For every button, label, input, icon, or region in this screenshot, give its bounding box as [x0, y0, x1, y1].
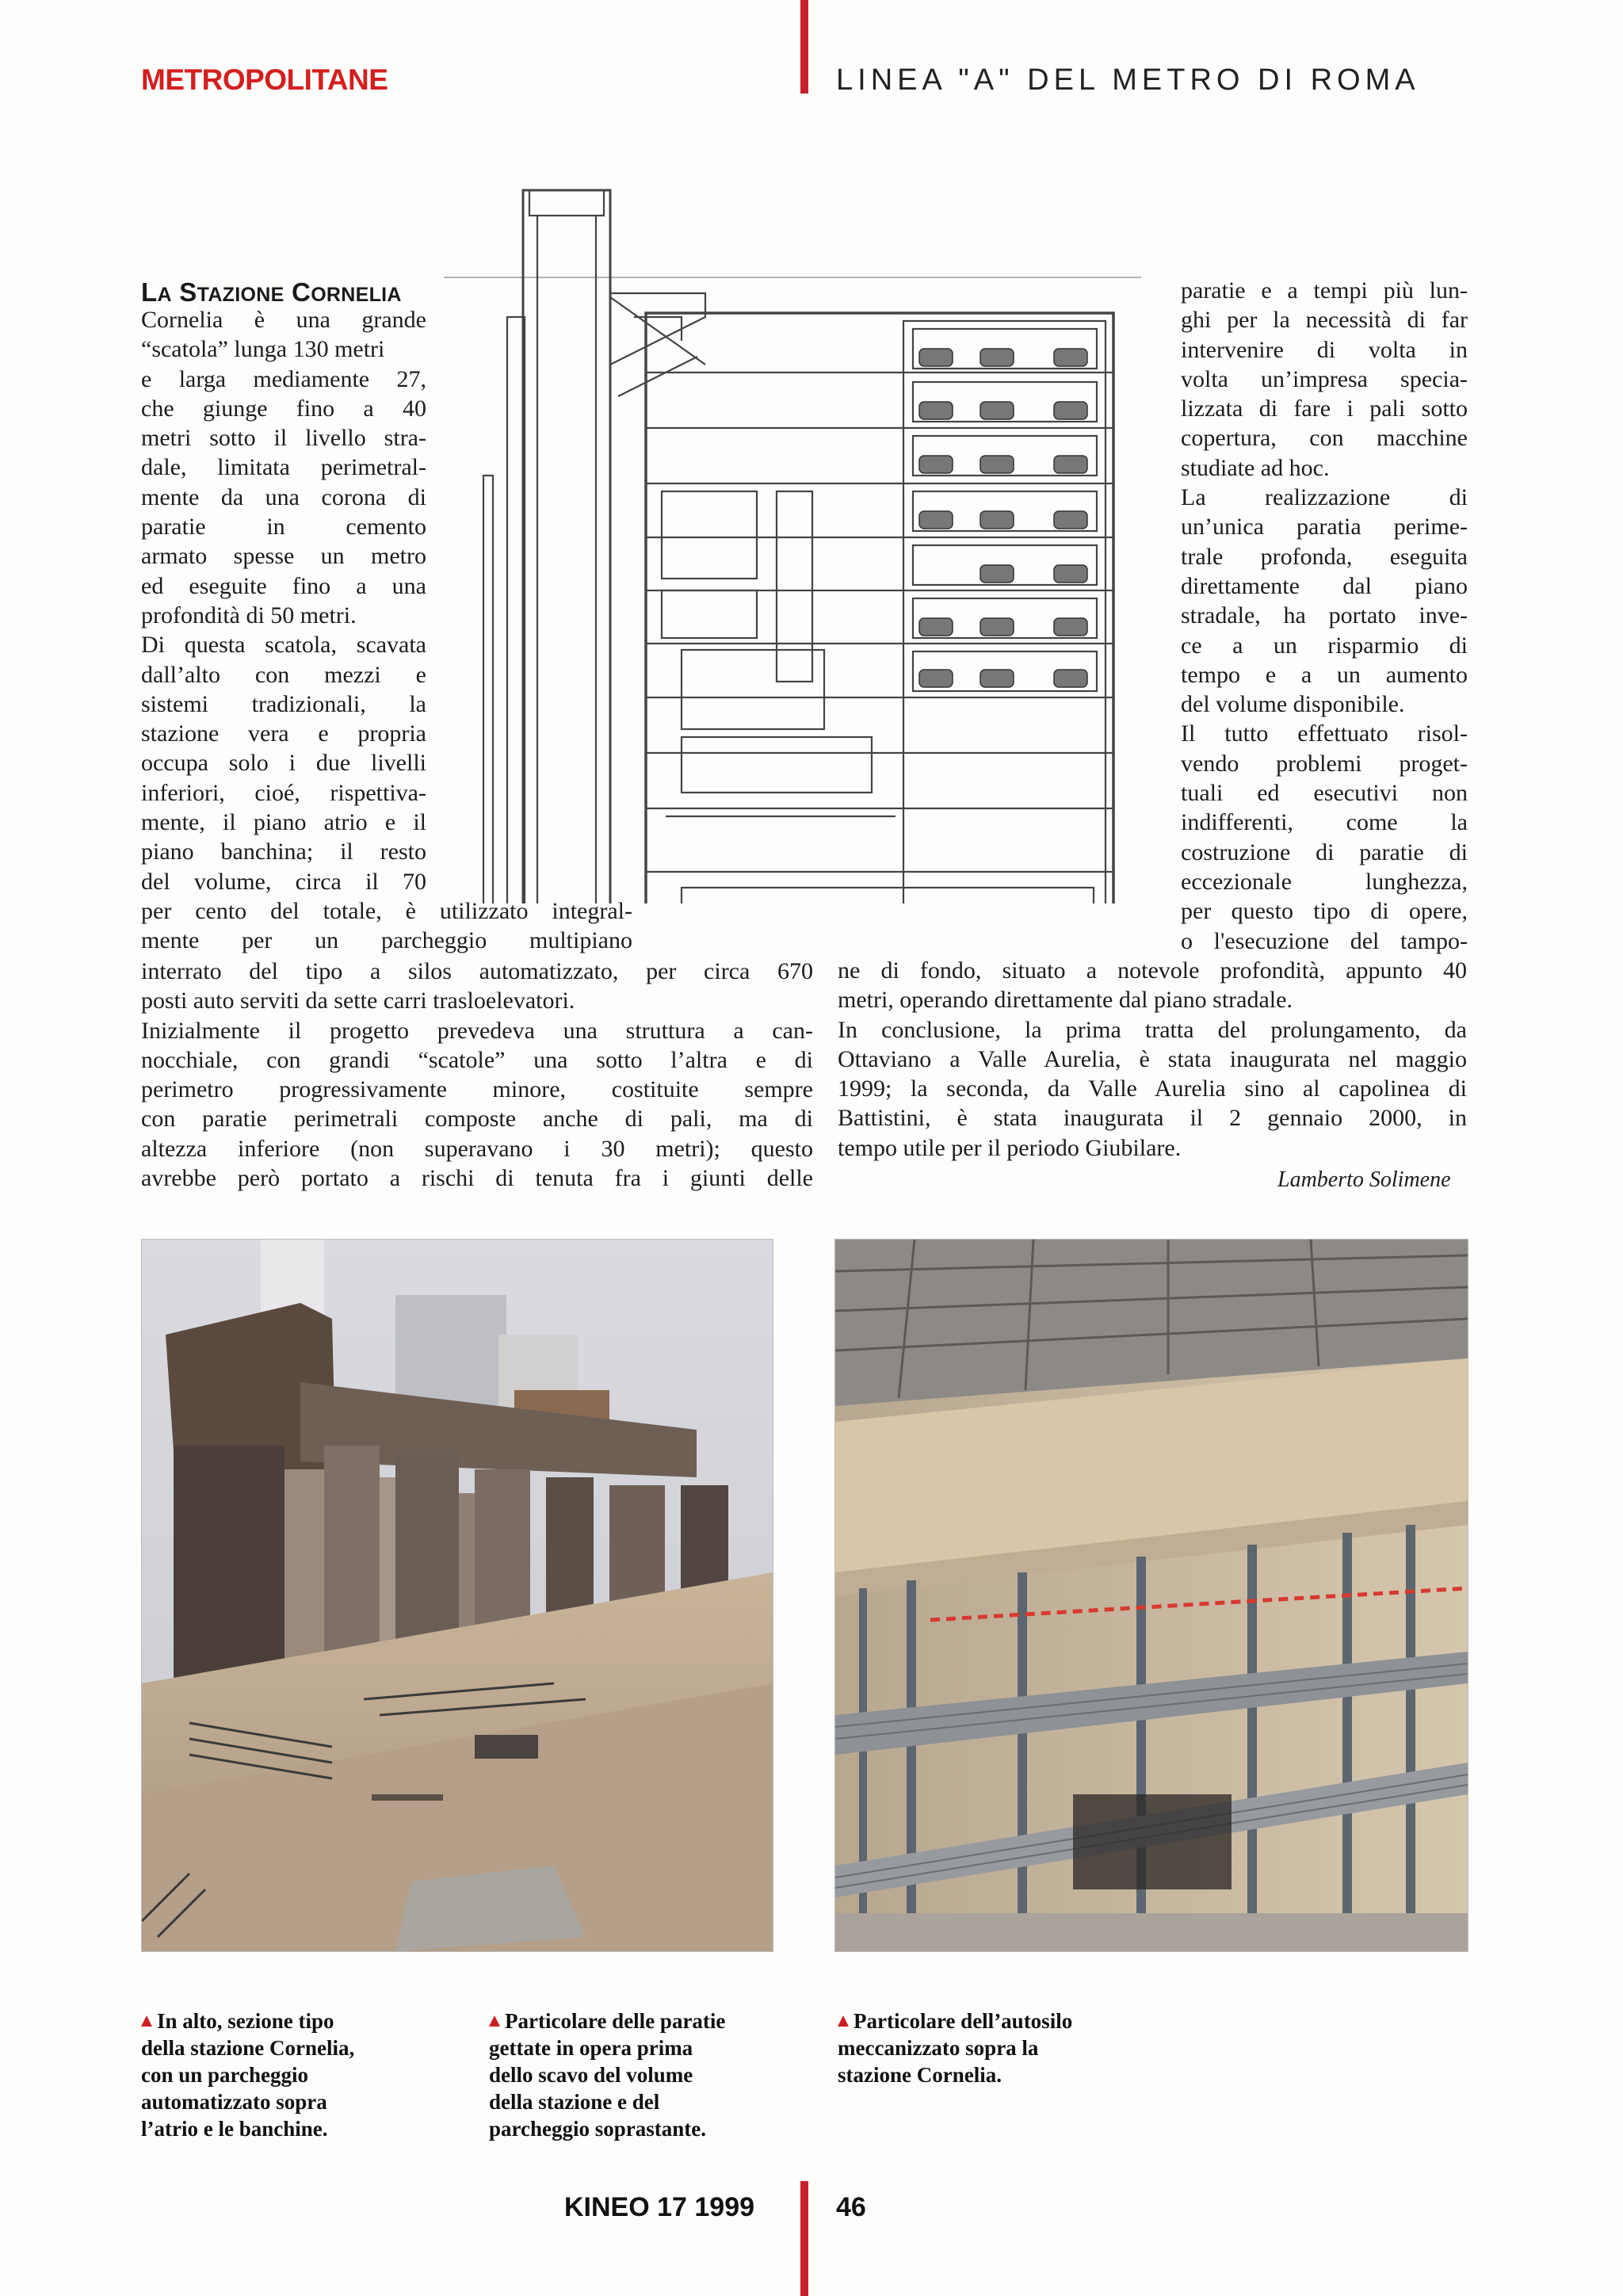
caption-line: gettate in opera prima	[489, 2036, 693, 2060]
text-line: lizzata di fare i pali sotto	[1181, 395, 1468, 422]
text-line: dall’alto con mezzi e	[141, 661, 426, 688]
text-line: o l'esecuzione del tampo-	[1181, 927, 1468, 954]
caption-line: automatizzato sopra	[141, 2090, 327, 2114]
text-line: sistemi tradizionali, la	[141, 690, 426, 717]
text-line: stradale, ha portato inve-	[1181, 602, 1468, 629]
text-line: profondità di 50 metri.	[141, 602, 357, 628]
text-line: per questo tipo di opere,	[1181, 898, 1468, 925]
text-line: copertura, con macchine	[1181, 425, 1468, 452]
text-line: Di questa scatola, scavata	[141, 632, 426, 659]
text-line: volta un’impresa specia-	[1181, 365, 1468, 392]
text-line: Il tutto effettuato risol-	[1181, 720, 1468, 747]
caption-line: della stazione e del	[489, 2090, 660, 2114]
caption-section-drawing	[141, 2008, 411, 2142]
text-line: direttamente dal piano	[1181, 572, 1468, 599]
text-line: tempo e a un aumento	[1181, 661, 1468, 688]
caption-line: con un parcheggio	[141, 2063, 309, 2087]
text-line: Inizialmente il progetto prevedeva una struttura a can-	[141, 1017, 813, 1044]
caption-line: Particolare dell’autosilo	[838, 2008, 1139, 2034]
text-line: 1999; la seconda, da Valle Aurelia sino al capolinea di	[838, 1075, 1467, 1102]
caption-photo-left	[489, 2008, 790, 2142]
text-line: ce a un risparmio di	[1181, 632, 1468, 659]
text-line: mente per un parcheggio multipiano	[141, 927, 632, 954]
text-line: tuali ed esecutivi non	[1181, 780, 1468, 807]
page-number: 46	[836, 2192, 866, 2222]
text-line: metri, operando direttamente dal piano stradale.	[838, 987, 1293, 1014]
caption-line: meccanizzato sopra la	[838, 2036, 1039, 2060]
text-line: perimetro progressivamente minore, costituite sempre	[141, 1076, 813, 1103]
text-line: mente da una corona di	[141, 483, 426, 510]
header-title: LINEA "A" DEL METRO DI ROMA	[836, 63, 1420, 97]
photo-automated-parking	[834, 1239, 1468, 1952]
text-line: Battistini, è stata inaugurata il 2 gennaio 2000, in	[838, 1105, 1467, 1132]
caption-line: parcheggio soprastante.	[489, 2117, 706, 2141]
text-line: metri sotto il livello stra-	[141, 425, 426, 452]
text-line: tempo utile per il periodo Giubilare.	[838, 1134, 1182, 1161]
article-left-wrap	[141, 305, 632, 956]
text-line: intervenire di volta in	[1181, 336, 1468, 363]
triangle-marker-icon	[141, 2015, 152, 2027]
text-line: paratie in cemento	[141, 514, 426, 541]
caption-line: della stazione Cornelia,	[141, 2036, 355, 2060]
article-left-full	[141, 957, 813, 1193]
text-line: piano banchina; il resto	[141, 839, 426, 865]
text-line: Cornelia è una grande	[141, 307, 426, 333]
caption-line: stazione Cornelia.	[838, 2063, 1002, 2087]
text-line: inferiori, cioé, rispettiva-	[141, 779, 426, 806]
text-line: ed eseguite fino a una	[141, 572, 426, 599]
text-line: occupa solo i due livelli	[141, 750, 426, 777]
triangle-marker-icon	[838, 2015, 849, 2027]
photo-diaphragm-walls	[141, 1239, 773, 1952]
text-line: paratie e a tempi più lun-	[1181, 277, 1468, 304]
text-line: nocchiale, con grandi “scatole” una sotto l’altra e di	[141, 1046, 813, 1073]
article-author: Lamberto Solimene	[1277, 1167, 1451, 1192]
text-line: un’unica paratia perime-	[1181, 514, 1468, 541]
text-line: indifferenti, come la	[1181, 809, 1468, 836]
text-line: vendo problemi proget-	[1181, 750, 1468, 777]
text-line: mente, il piano atrio e il	[141, 809, 426, 836]
caption-line: dello scavo del volume	[489, 2063, 693, 2087]
article-subhead	[141, 277, 402, 308]
text-line: Ottaviano a Valle Aurelia, è stata inaugurata nel maggio	[838, 1045, 1467, 1072]
text-line: armato spesse un metro	[141, 543, 426, 570]
text-line: studiate ad hoc.	[1181, 454, 1330, 481]
caption-photo-right	[838, 2008, 1139, 2088]
text-line: del volume, circa il 70	[141, 868, 426, 895]
text-line: eccezionale lunghezza,	[1181, 868, 1468, 895]
station-section-drawing	[444, 159, 1157, 904]
text-line: In conclusione, la prima tratta del prolungamento, da	[838, 1016, 1467, 1043]
text-line: ne di fondo, situato a notevole profondità, appunto 40	[838, 957, 1467, 984]
text-line: La realizzazione di	[1181, 484, 1468, 511]
text-line: “scatola” lunga 130 metri	[141, 336, 385, 363]
footer-magazine: KINEO 17 1999	[564, 2192, 755, 2222]
text-line: costruzione di paratie di	[1181, 839, 1468, 865]
text-line: che giunge fino a 40	[141, 395, 426, 422]
header-red-rule	[800, 0, 808, 94]
text-line: posti auto serviti da sette carri trasloelevatori.	[141, 988, 575, 1014]
subhead-text: LA STAZIONE CORNELIA	[141, 277, 402, 307]
caption-line: In alto, sezione tipo	[141, 2008, 411, 2034]
caption-line: Particolare delle paratie	[489, 2008, 790, 2034]
section-label: METROPOLITANE	[141, 63, 388, 96]
text-line: avrebbe però portato a rischi di tenuta fra i giunti delle	[141, 1165, 813, 1192]
article-right-full	[838, 956, 1467, 1163]
text-line: altezza inferiore (non superavano i 30 metri); questo	[141, 1135, 813, 1162]
text-line: trale profonda, eseguita	[1181, 543, 1468, 570]
text-line: ghi per la necessità di far	[1181, 307, 1468, 334]
text-line: del volume disponibile.	[1181, 691, 1405, 718]
footer-red-rule	[800, 2181, 808, 2296]
text-line: per cento del totale, è utilizzato integral-	[141, 897, 632, 924]
text-line: stazione vera e propria	[141, 720, 426, 747]
text-line: interrato del tipo a silos automatizzato, per circa 670	[141, 958, 813, 984]
text-line: con paratie perimetrali composte anche di pali, ma di	[141, 1106, 813, 1133]
text-line: e larga mediamente 27,	[141, 365, 426, 392]
text-line: dale, limitata perimetral-	[141, 454, 426, 481]
triangle-marker-icon	[489, 2015, 500, 2027]
caption-line: l’atrio e le banchine.	[141, 2117, 328, 2141]
article-right-wrap	[1181, 276, 1468, 956]
